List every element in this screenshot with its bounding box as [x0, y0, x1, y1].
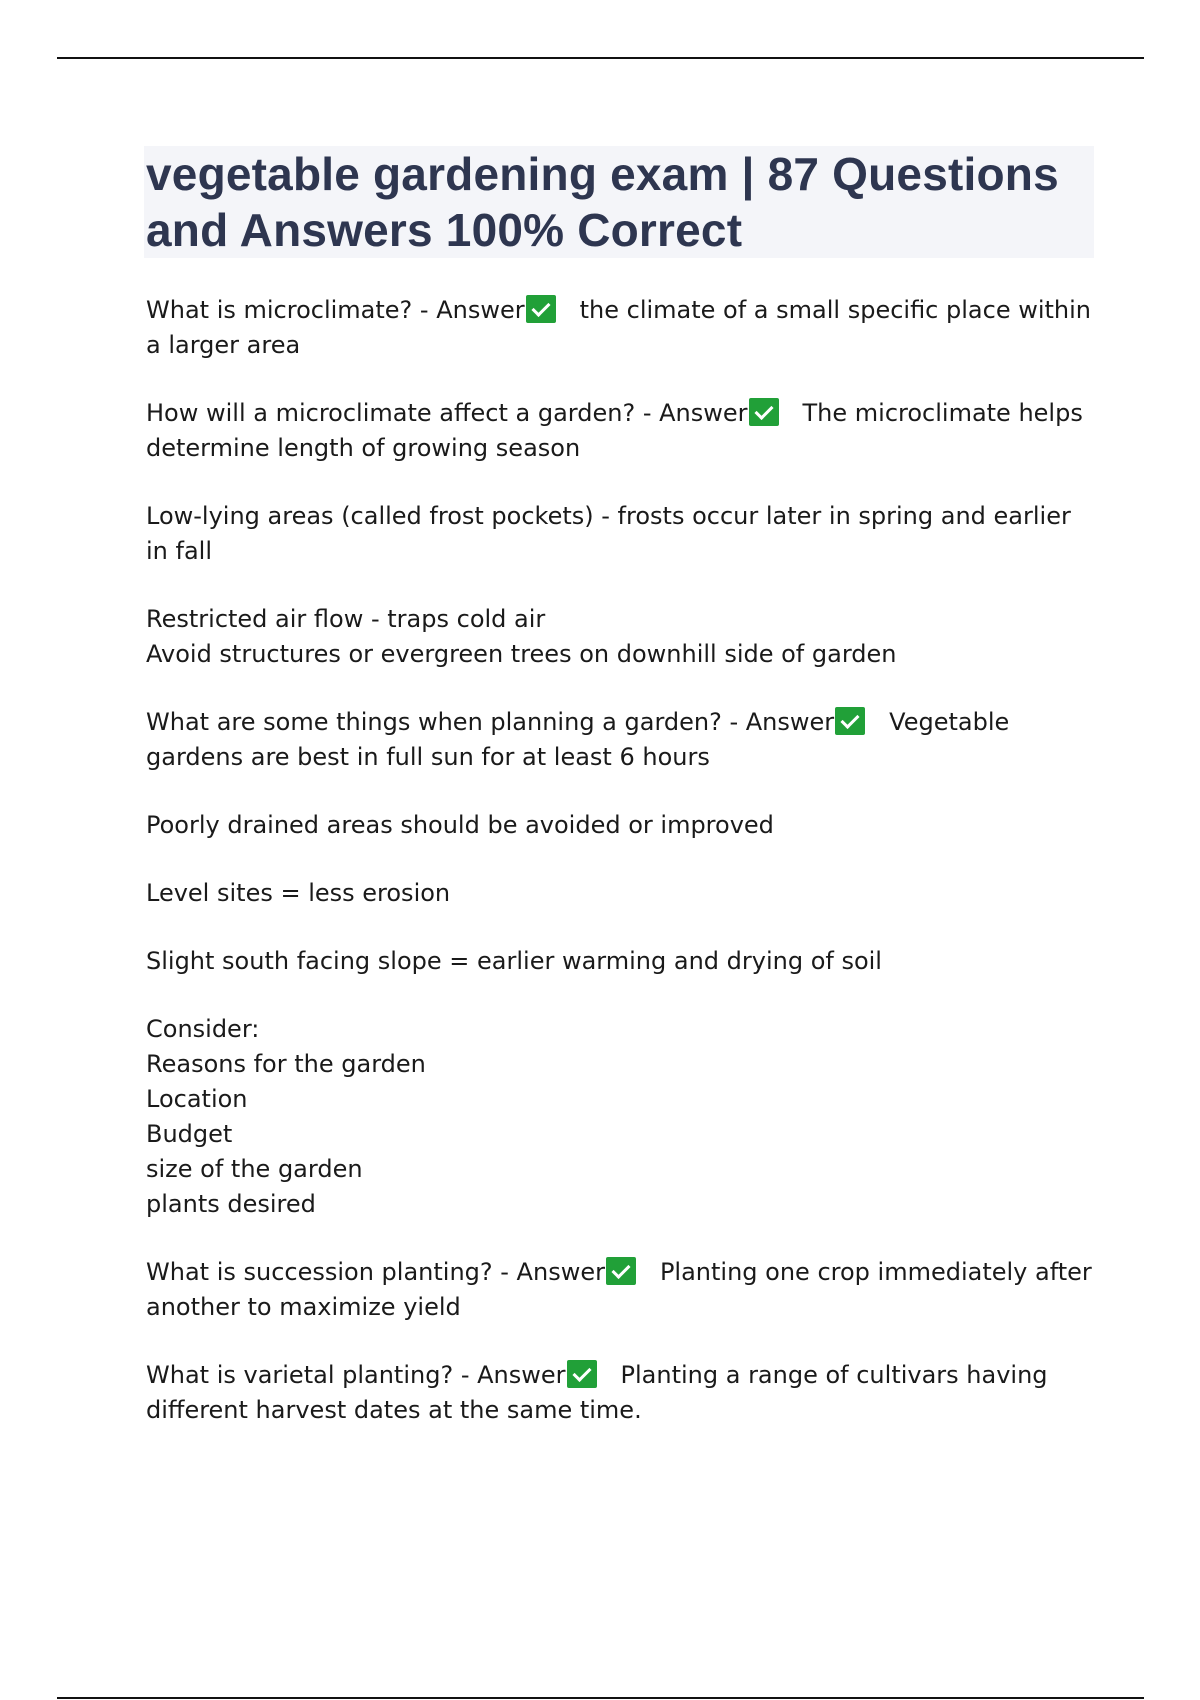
answer-text: The microclimate helps determine length of growing season: [146, 399, 1083, 462]
consider-item: Location: [146, 1085, 248, 1113]
consider-item: plants desired: [146, 1190, 316, 1218]
note-airflow: Restricted air flow - traps cold air: [146, 605, 546, 633]
consider-item: Budget: [146, 1120, 233, 1148]
question-text: How will a microclimate affect a garden? - Answer: [146, 399, 748, 427]
check-mark-icon: [749, 398, 779, 426]
answer-text: the climate of a small specific place within a larger area: [146, 296, 1092, 359]
check-mark-icon: [835, 707, 865, 735]
qa-item: [146, 705, 1096, 775]
note-airflow-avoid: Avoid structures or evergreen trees on downhill side of garden: [146, 640, 897, 668]
qa-item: [146, 396, 1096, 466]
document-body: [146, 293, 1096, 1428]
document-title: vegetable gardening exam | 87 Questions and Answers 100% Correct: [146, 148, 1059, 256]
question-text: What is microclimate? - Answer: [146, 296, 525, 324]
qa-item: [146, 1255, 1096, 1325]
consider-item: size of the garden: [146, 1155, 363, 1183]
note-drained: Poorly drained areas should be avoided or improved: [146, 811, 774, 839]
check-mark-icon: [567, 1360, 597, 1388]
bottom-rule: [57, 1697, 1144, 1699]
note-frost: Low-lying areas (called frost pockets) - frosts occur later in spring and earlier in fall: [146, 502, 1071, 565]
consider-heading: Consider:: [146, 1015, 260, 1043]
qa-item: [146, 293, 1096, 363]
answer-text: Vegetable gardens are best in full sun for at least 6 hours: [146, 708, 1010, 771]
answer-text: Planting a range of cultivars having different harvest dates at the same time.: [146, 1361, 1048, 1424]
consider-item: Reasons for the garden: [146, 1050, 426, 1078]
top-rule: [57, 57, 1144, 59]
note-level: Level sites = less erosion: [146, 879, 451, 907]
question-text: What is succession planting? - Answer: [146, 1258, 605, 1286]
title-banner: [144, 146, 1094, 258]
question-text: What are some things when planning a garden? - Answer: [146, 708, 835, 736]
answer-text: Planting one crop immediately after another to maximize yield: [146, 1258, 1092, 1321]
note-slope: Slight south facing slope = earlier warming and drying of soil: [146, 947, 882, 975]
check-mark-icon: [526, 295, 556, 323]
question-text: What is varietal planting? - Answer: [146, 1361, 566, 1389]
check-mark-icon: [606, 1257, 636, 1285]
qa-item: [146, 1358, 1096, 1428]
